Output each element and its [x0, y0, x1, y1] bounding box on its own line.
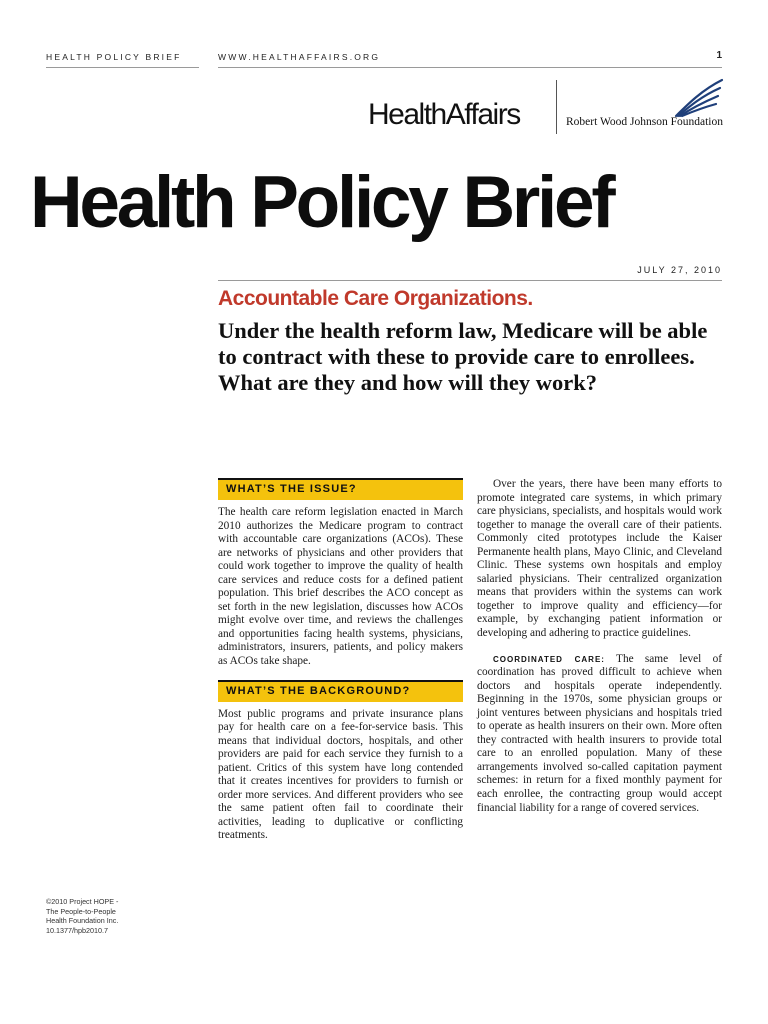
credit-doi[interactable]: 10.1377/hpb2010.7 — [46, 925, 108, 935]
rwjf-logo-text: Robert Wood Johnson Foundation — [566, 116, 723, 128]
date-rule — [218, 280, 722, 281]
coordinated-care-paragraph — [477, 653, 722, 816]
health-affairs-logo: HealthAffairs — [368, 98, 520, 131]
running-header-url[interactable]: WWW.HEALTHAFFAIRS.ORG — [218, 52, 381, 62]
section-heading-issue — [218, 478, 463, 500]
rwjf-wing-icon — [672, 78, 724, 123]
publication-date: JULY 27, 2010 — [637, 265, 722, 275]
issue-paragraph: The health care reform legislation enacted in March 2010 authorizes the Medicare program to contract with accountable care organizations (ACOs). These are networks of physicians and other providers that could work together to improve the quality of health care services and reduce costs for a defined patient population. This brief describes the ACO concept as set forth in the new legislation, discusses how ACOs might evolve over time, and reviews the challenges and opportunities facing health systems, physicians, administrators, insurers, patients, and policy makers as ACOs take shape. — [218, 506, 463, 668]
section-heading-background-label: WHAT’S THE BACKGROUND? — [226, 684, 411, 697]
logo-separator — [556, 80, 557, 134]
header-rule-left — [46, 67, 199, 68]
credit-line-2: The People-to-People — [46, 906, 116, 916]
page-number: 1 — [716, 50, 722, 61]
body-column-right — [477, 478, 722, 815]
credit-line-1: ©2010 Project HOPE - — [46, 897, 119, 906]
coordinated-care-text: The same level of coordination has proved difficult to achieve when doctors and hospitals operate independently. Beginning in the 1970s, some physician groups or joint ventures between physicians and hospitals tried to operate as health insurers on their own. More often they contracted with health insurers to provide total care to an enrolled population. Many of these arrangements involved so-called capitation payment schemes: in return for a fixed monthly payment for each enrollee, the contracting group would accept financial liability for a range of covered services. — [477, 652, 722, 814]
topic-title: Accountable Care Organizations. — [218, 287, 533, 310]
credit-line-3: Health Foundation Inc. — [46, 916, 119, 926]
integrated-care-paragraph: Over the years, there have been many efforts to promote integrated care systems, in which primary care physicians, specialists, and hospitals would work together to manage the overall care of their patients. Commonly cited prototypes include the Kaiser Permanente health plans, Mayo Clinic, and Cleveland Clinic. These systems own hospitals and employ salaried physicians. Their centralized organization means that providers within the systems can work together to improve quality and efficiency—for example, by exchanging patient information or developing and adhering to practice guidelines. — [477, 478, 722, 640]
section-heading-background — [218, 680, 463, 702]
section-heading-issue-label: WHAT’S THE ISSUE? — [226, 483, 357, 495]
deck-headline: Under the health reform law, Medicare will be able to contract with these to provide care to enrollees. What are they and how will they work? — [218, 318, 708, 395]
header-rule-right — [218, 67, 722, 68]
running-header-title: HEALTH POLICY BRIEF — [46, 52, 182, 62]
background-paragraph: Most public programs and private insurance plans pay for health care on a fee-for-service basis. This means that individual doctors, hospitals, and other providers are paid for each service they furnish to a patient. Critics of this system have long contended that it creates incentives for providers to furnish or order more services. And different providers who see the same patient often fail to coordinate their activities, leading to duplicative or conflicting treatments. — [218, 707, 463, 842]
copyright-credit — [46, 897, 176, 935]
masthead-title: Health Policy Brief — [30, 162, 613, 243]
body-column-left — [218, 478, 463, 843]
coordinated-care-runin: COORDINATED CARE: — [493, 654, 605, 664]
